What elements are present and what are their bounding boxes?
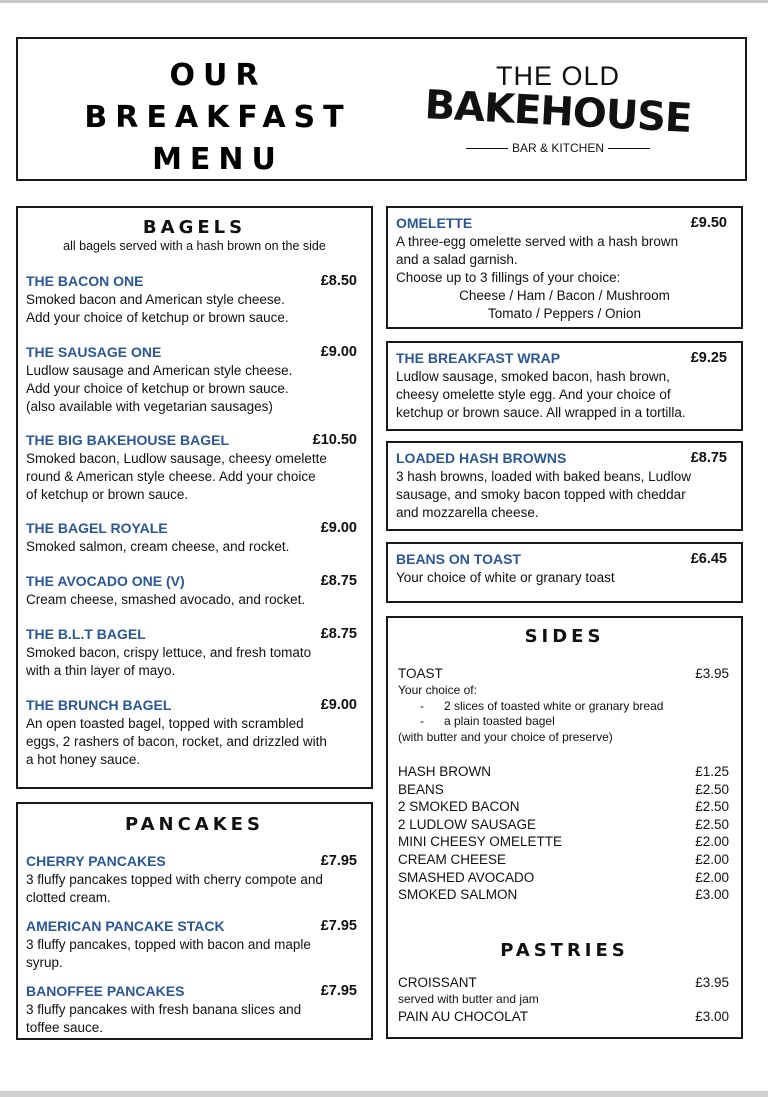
item-desc-line: (also available with vegetarian sausages) <box>26 399 273 414</box>
logo-line-1: THE OLD <box>495 61 621 91</box>
title-line-1: OUR <box>169 58 267 93</box>
side-item <box>398 886 729 904</box>
omelette-item <box>396 214 733 323</box>
item-name: LOADED HASH BROWNS <box>396 450 567 466</box>
item-price: £8.75 <box>320 573 357 589</box>
bagel-item <box>26 696 363 769</box>
omelette-fillings-line: Cheese / Ham / Bacon / Mushroom <box>459 288 670 303</box>
pancake-item <box>26 982 363 1037</box>
item-desc-line: A three-egg omelette served with a hash brown <box>396 234 679 249</box>
item-desc-line: 3 fluffy pancakes, topped with bacon and maple <box>26 937 311 952</box>
bakehouse-logo <box>408 61 708 161</box>
item-desc-line: Add your choice of ketchup or brown sauce. <box>26 381 289 396</box>
item-name: TOAST <box>398 666 443 681</box>
item-price: £9.00 <box>320 697 357 713</box>
logo-line-3-wrap <box>408 141 708 155</box>
item-desc-line: and mozzarella cheese. <box>396 505 539 520</box>
item-price: £9.25 <box>690 350 727 366</box>
item-desc-line: sausage, and smoky bacon topped with cheddar <box>396 487 686 502</box>
item-price: £9.00 <box>320 344 357 360</box>
menu-header <box>16 37 747 181</box>
omelette-section <box>386 206 743 329</box>
item-name: SMOKED SALMON <box>398 887 518 903</box>
pancakes-title: PANCAKES <box>125 814 264 835</box>
side-item <box>398 781 729 799</box>
item-price: £2.50 <box>695 781 729 797</box>
logo-rule-left <box>466 148 508 149</box>
menu-title <box>38 55 398 181</box>
item-desc-line: Cream cheese, smashed avocado, and rocket. <box>26 592 306 607</box>
item-desc-line: syrup. <box>26 955 63 970</box>
toast-detail-line: Your choice of: <box>398 683 477 697</box>
item-desc-line: Ludlow sausage and American style cheese. <box>26 363 293 378</box>
pastries-title: PASTRIES <box>500 940 629 961</box>
hash-browns-item <box>396 449 733 522</box>
item-price: £8.75 <box>320 626 357 642</box>
bagel-item <box>26 343 363 416</box>
item-desc-line: and a salad garnish. <box>396 252 518 267</box>
omelette-fillings-line: Tomato / Peppers / Onion <box>487 306 642 321</box>
item-name: THE BREAKFAST WRAP <box>396 350 561 366</box>
item-name: THE BACON ONE <box>26 273 144 289</box>
bagel-item <box>26 572 363 609</box>
bagel-item <box>26 519 363 556</box>
page-bottom-edge <box>0 1091 768 1097</box>
item-price: £6.45 <box>690 551 727 567</box>
item-price: £10.50 <box>312 432 357 448</box>
page-top-edge <box>0 0 768 3</box>
beans-item <box>396 550 733 587</box>
beans-on-toast-section <box>386 542 743 603</box>
item-name: 2 LUDLOW SAUSAGE <box>398 816 537 832</box>
item-name: CHERRY PANCAKES <box>26 853 166 869</box>
item-name: BEANS <box>398 781 444 797</box>
item-name: THE BIG BAKEHOUSE BAGEL <box>26 432 230 448</box>
item-price: £2.00 <box>695 834 729 850</box>
item-price: £2.00 <box>695 869 729 885</box>
item-price: £1.25 <box>695 764 729 779</box>
wrap-section <box>386 341 743 431</box>
item-name: 2 SMOKED BACON <box>398 799 520 815</box>
toast-detail-line: (with butter and your choice of preserve) <box>398 729 613 744</box>
item-price: £9.00 <box>320 520 357 536</box>
item-name: THE B.L.T BAGEL <box>26 626 146 642</box>
item-name: CREAM CHEESE <box>398 852 507 867</box>
item-desc-line: 3 fluffy pancakes topped with cherry compote and <box>26 872 323 887</box>
item-desc-line: Your choice of white or granary toast <box>396 570 615 585</box>
side-item <box>398 833 729 851</box>
item-desc-line: cheesy omelette style egg. And your choice of <box>396 387 671 402</box>
item-desc-line: Add your choice of ketchup or brown sauce. <box>26 310 289 325</box>
item-price: £8.75 <box>690 450 727 466</box>
sides-section <box>386 616 743 1039</box>
logo-rule-right <box>608 148 650 149</box>
item-name: PAIN AU CHOCOLAT <box>398 1009 529 1024</box>
pancake-item <box>26 917 363 972</box>
item-name: THE SAUSAGE ONE <box>26 344 162 360</box>
item-name: AMERICAN PANCAKE STACK <box>26 918 225 934</box>
item-desc-line: toffee sauce. <box>26 1020 104 1035</box>
item-desc-line: 3 hash browns, loaded with baked beans, Ludlow <box>396 469 691 484</box>
side-item <box>398 869 729 887</box>
item-name: THE BRUNCH BAGEL <box>26 697 172 713</box>
item-price: £7.95 <box>320 983 357 999</box>
pastry-item <box>398 1008 729 1026</box>
item-price: £2.00 <box>695 852 729 867</box>
item-name: BEANS ON TOAST <box>396 551 521 567</box>
item-desc-line: Smoked bacon, crispy lettuce, and fresh tomato <box>26 645 312 660</box>
bagels-note: all bagels served with a hash brown on the side <box>63 239 326 253</box>
hash-browns-section <box>386 441 743 531</box>
item-price: £2.50 <box>695 799 729 815</box>
bagel-item <box>26 431 363 504</box>
side-item <box>398 816 729 834</box>
item-desc-line: Ludlow sausage, smoked bacon, hash brown, <box>396 369 670 384</box>
item-name: HASH BROWN <box>398 764 492 779</box>
item-desc-line: of ketchup or brown sauce. <box>26 487 189 502</box>
bagel-item <box>26 625 363 680</box>
item-desc-line: round & American style cheese. Add your choice <box>26 469 316 484</box>
title-line-2: BREAKFAST <box>84 100 352 135</box>
item-price: £7.95 <box>320 853 357 869</box>
item-price: £7.95 <box>320 918 357 934</box>
item-desc-line: clotted cream. <box>26 890 111 905</box>
item-desc-line: 3 fluffy pancakes with fresh banana slices and <box>26 1002 302 1017</box>
sides-title: SIDES <box>524 626 605 647</box>
item-name: MINI CHEESY OMELETTE <box>398 834 563 850</box>
wrap-item <box>396 349 733 422</box>
item-name: OMELETTE <box>396 215 473 231</box>
item-price: £2.50 <box>695 816 729 832</box>
item-price: £3.00 <box>695 887 729 903</box>
item-name: CROISSANT <box>398 975 477 990</box>
item-price: £3.95 <box>695 666 729 681</box>
toast-details <box>398 683 663 745</box>
pancakes-section <box>16 802 373 1040</box>
item-desc-line: eggs, 2 rashers of bacon, rocket, and drizzled with <box>26 734 327 749</box>
side-item <box>398 851 729 869</box>
item-name: SMASHED AVOCADO <box>398 869 535 885</box>
item-desc-line: a hot honey sauce. <box>26 752 141 767</box>
croissant-detail: served with butter and jam <box>398 992 539 1006</box>
item-price: £3.95 <box>695 975 729 990</box>
item-price: £9.50 <box>690 215 727 231</box>
side-item-toast <box>398 665 729 683</box>
pastry-item <box>398 974 729 992</box>
item-name: THE AVOCADO ONE (V) <box>26 573 185 589</box>
item-desc-line: Choose up to 3 fillings of your choice: <box>396 270 621 285</box>
item-desc-line: Smoked salmon, cream cheese, and rocket. <box>26 539 290 554</box>
item-name: THE BAGEL ROYALE <box>26 520 168 536</box>
toast-detail-line: - 2 slices of toasted white or granary bread <box>420 698 664 713</box>
item-price: £3.00 <box>695 1009 729 1024</box>
logo-line-3: BAR & KITCHEN <box>511 141 604 155</box>
item-desc-line: with a thin layer of mayo. <box>26 663 176 678</box>
side-item <box>398 763 729 781</box>
toast-detail-line: - a plain toasted bagel <box>420 714 555 728</box>
item-desc-line: ketchup or brown sauce. All wrapped in a tortilla. <box>396 405 686 420</box>
logo-line-2: BAKEHOUSE <box>423 82 693 142</box>
item-desc-line: Smoked bacon and American style cheese. <box>26 292 285 307</box>
title-line-3: MENU <box>152 142 284 177</box>
side-item <box>398 798 729 816</box>
bagels-title: BAGELS <box>142 217 247 238</box>
item-name: BANOFFEE PANCAKES <box>26 983 185 999</box>
pancake-item <box>26 852 363 907</box>
item-desc-line: Smoked bacon, Ludlow sausage, cheesy omelette <box>26 451 327 466</box>
bagels-section <box>16 206 373 789</box>
bagel-item <box>26 272 363 327</box>
item-desc-line: An open toasted bagel, topped with scrambled <box>26 716 304 731</box>
item-price: £8.50 <box>320 273 357 289</box>
